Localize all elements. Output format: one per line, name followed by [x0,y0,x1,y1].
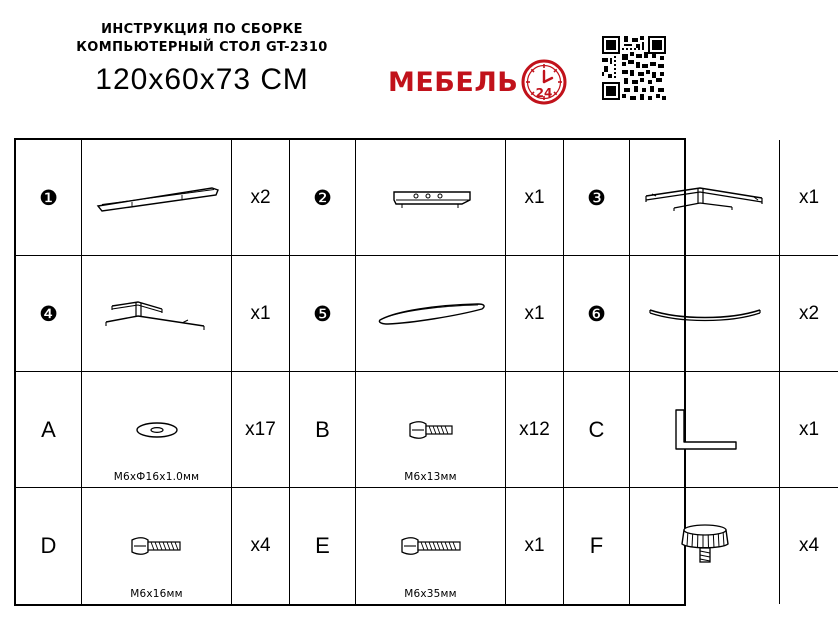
qr-code-icon [600,34,668,102]
part-label-cell [290,140,356,256]
part-label: D [40,533,57,558]
part-label-cell [564,140,630,256]
part-qty: x12 [519,418,550,440]
part-label-cell [16,372,82,488]
part-label: A [41,416,56,442]
part-qty: x4 [798,535,820,556]
part-image-cell [630,372,780,488]
part-image-cell [630,256,780,372]
part-image-cell [630,488,780,604]
part-label-cell [16,140,82,256]
part-qty: x1 [524,186,545,208]
part-label: B [315,416,330,442]
tabletop-panel-icon [356,256,505,371]
part-label-cell [290,488,356,604]
part-label-cell [564,256,630,372]
panel-long-bar-icon [82,140,231,255]
part-image-cell [356,488,506,604]
part-qty: x1 [524,535,545,556]
part-image-cell [82,488,232,604]
screw-short-icon [356,372,505,487]
part-label-cell [290,256,356,372]
part-caption: М6хФ16х1.0мм [113,471,200,483]
part-caption: М6х16мм [130,588,183,600]
screw-long-icon [356,488,505,604]
brand-logo [388,58,568,106]
part-label: ❺ [313,301,332,326]
part-image-cell [356,256,506,372]
part-qty-cell [780,372,838,488]
part-qty: x4 [250,535,271,556]
part-qty: x1 [798,418,820,440]
instruction-title-line1: ИНСТРУКЦИЯ ПО СБОРКЕ [101,22,303,37]
part-qty: x1 [524,302,545,324]
part-image-cell [356,372,506,488]
part-qty-cell [506,140,564,256]
part-qty-cell [232,372,290,488]
part-caption: М6х13мм [404,471,457,483]
part-label-cell [290,372,356,488]
curved-rail-icon [630,256,779,371]
part-qty: x1 [798,186,820,208]
part-qty-cell [780,256,838,372]
part-image-cell [82,256,232,372]
part-qty-cell [232,140,290,256]
washer-icon [82,372,231,487]
part-caption: М6х35мм [404,588,457,600]
part-image-cell [82,372,232,488]
part-image-cell [356,140,506,256]
part-label: C [588,416,605,442]
part-label: ❹ [39,301,58,326]
part-image-cell [82,140,232,256]
part-label: E [315,533,330,558]
screw-medium-icon [82,488,231,604]
part-qty-cell [506,488,564,604]
part-label: F [589,533,604,558]
part-label-cell [564,372,630,488]
part-label: ❻ [587,301,606,326]
part-label: ❸ [587,185,606,210]
part-qty: x2 [798,302,820,324]
part-label: ❷ [313,185,332,210]
part-label-cell [16,256,82,372]
part-qty: x17 [245,418,276,440]
part-qty-cell [506,372,564,488]
part-qty-cell [780,140,838,256]
clock-icon [520,58,568,106]
allen-key-icon [630,372,779,487]
parts-table [14,138,820,606]
brand-name-text: МЕБЕЛЬ [388,66,519,98]
clock-number-text: 24 [535,86,553,100]
part-qty-cell [232,256,290,372]
part-image-cell [630,140,780,256]
part-qty: x2 [250,186,271,208]
instruction-title-line2: КОМПЬЮТЕРНЫЙ СТОЛ GT-2310 [76,40,328,55]
part-qty: x1 [250,302,271,324]
part-qty-cell [780,488,838,604]
part-label: ❶ [39,185,58,210]
bracket-plate-icon [356,140,505,255]
part-label-cell [16,488,82,604]
document-header [0,0,700,120]
frame-wide-icon [630,140,779,255]
product-dimensions: 120х60х73 СМ [95,63,309,96]
part-qty-cell [232,488,290,604]
part-qty-cell [506,256,564,372]
frame-narrow-icon [82,256,231,371]
part-label-cell [564,488,630,604]
title-block [22,22,382,97]
knob-bolt-icon [630,488,779,604]
